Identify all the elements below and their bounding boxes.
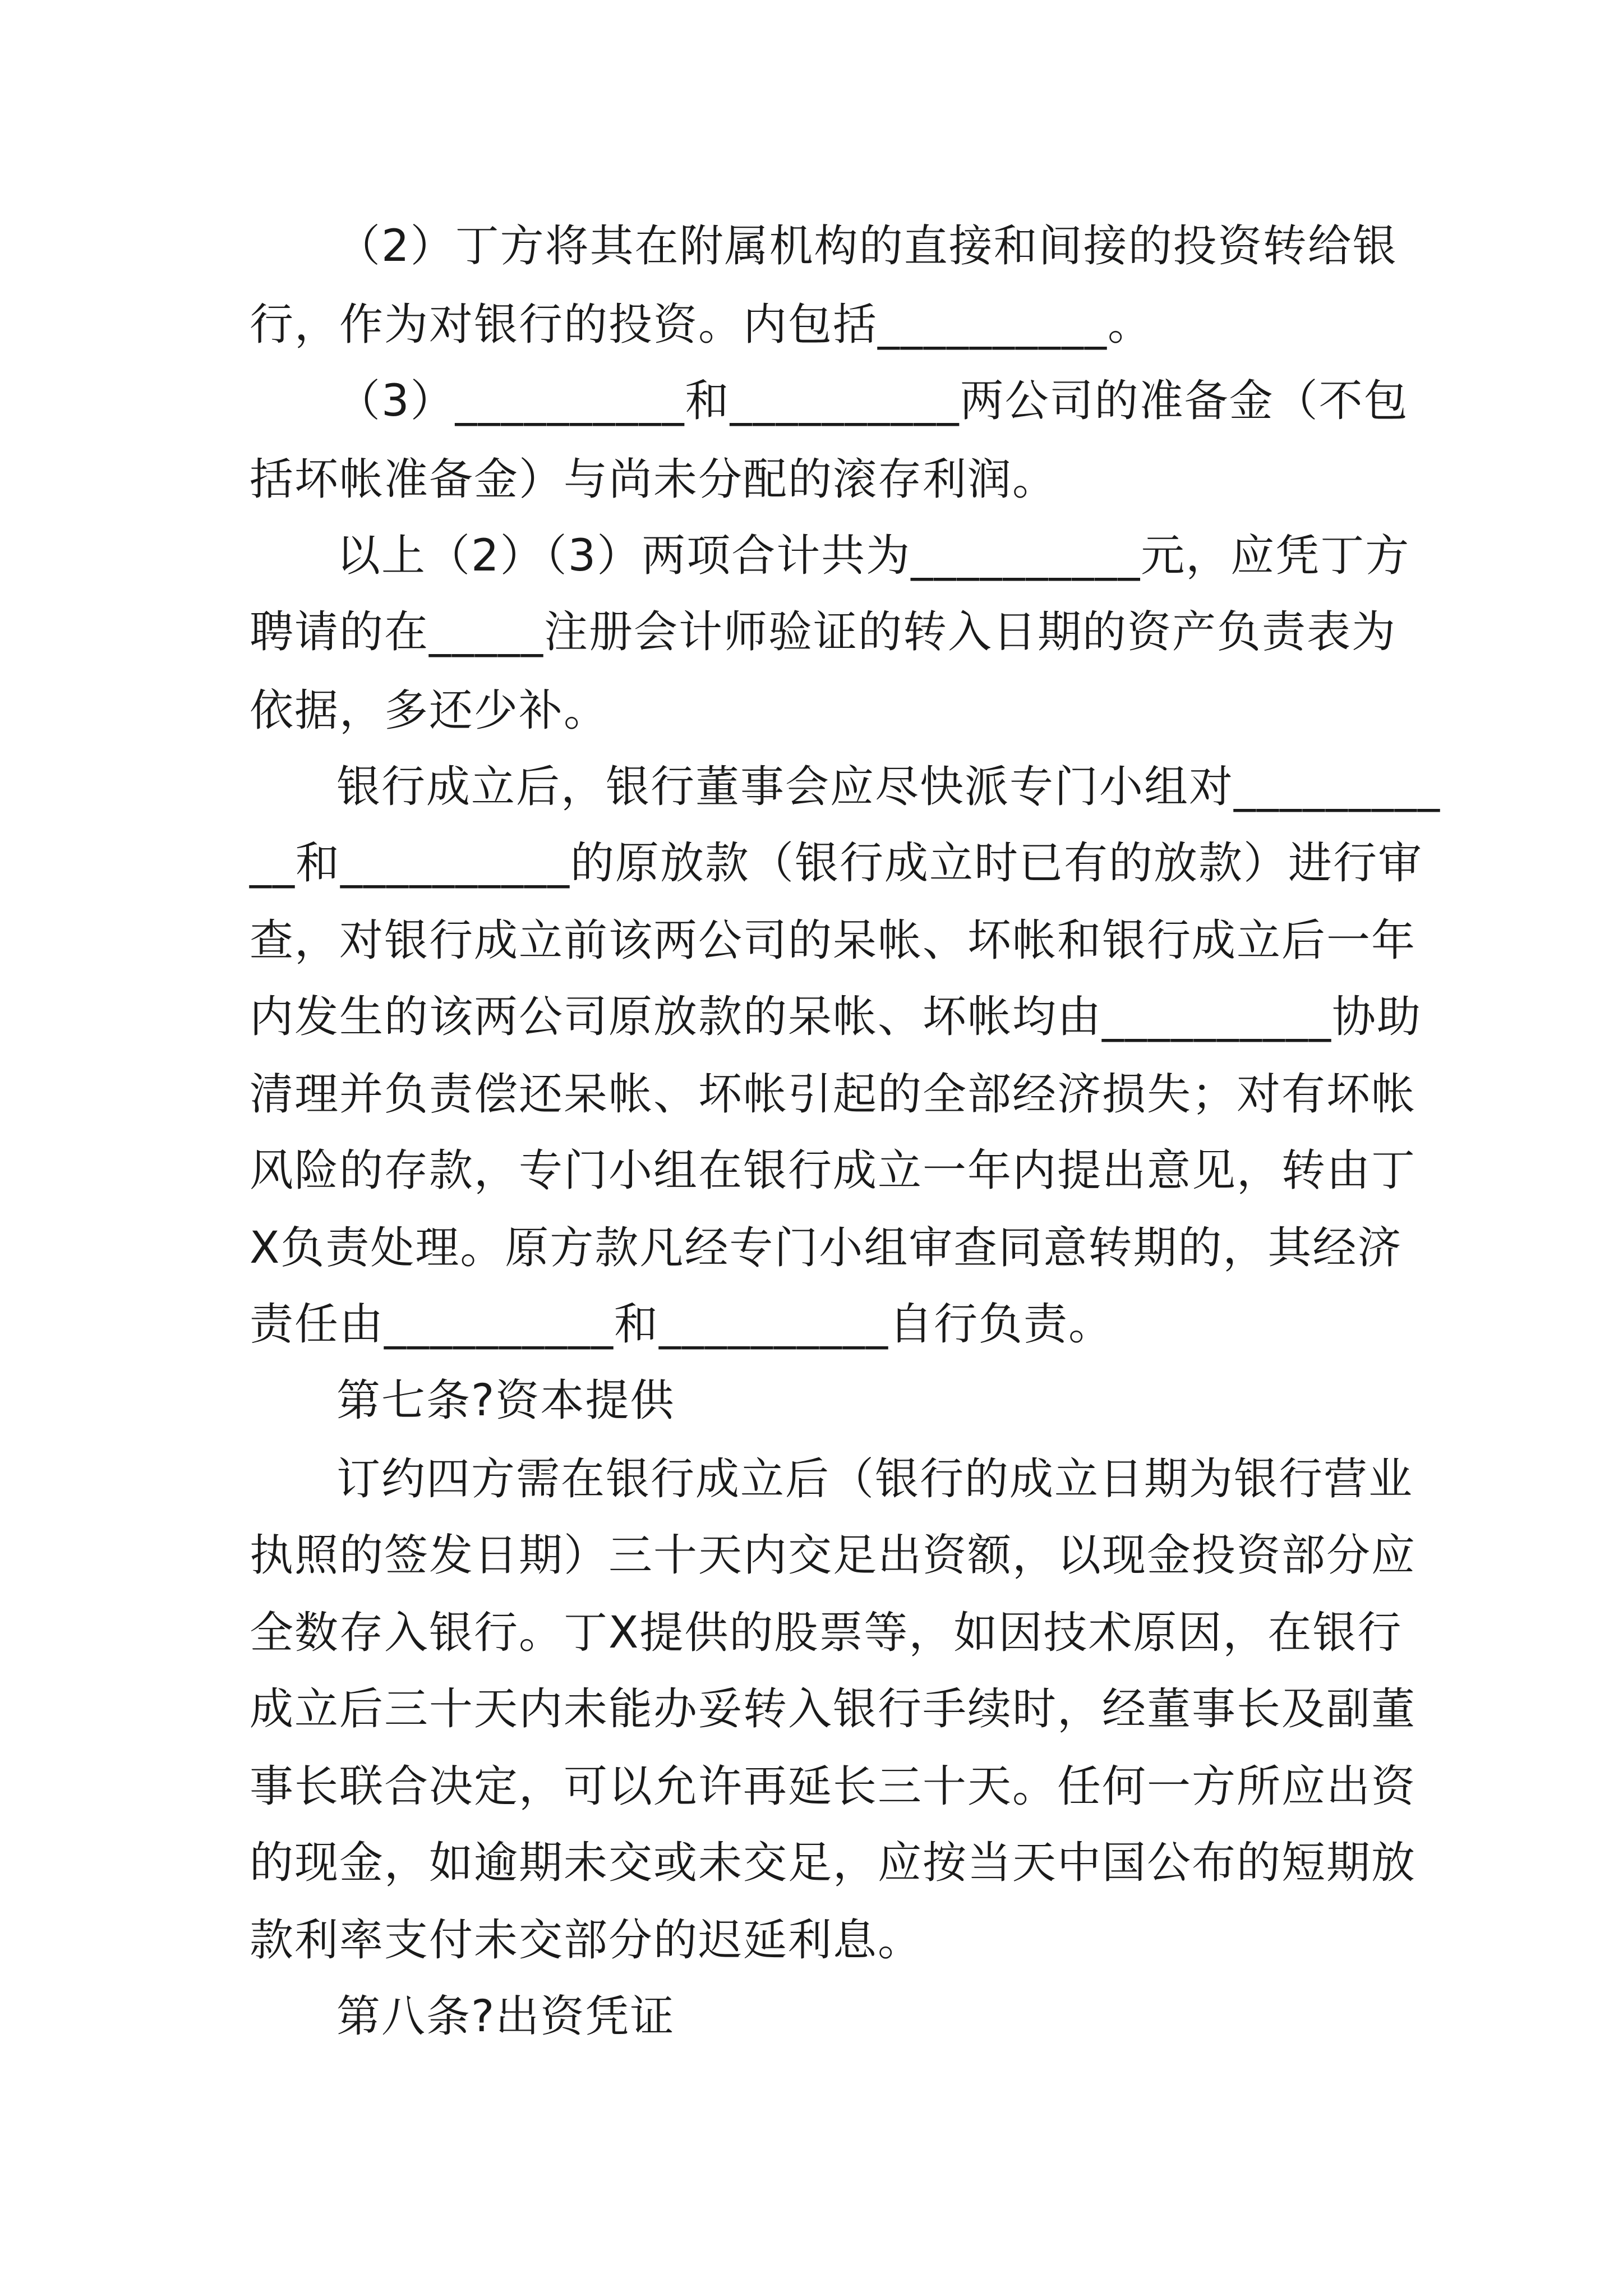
text-line: 风险的存款，专门小组在银行成立一年内提出意见，转由丁 (250, 1145, 1417, 1196)
text-line: （2）丁方将其在附属机构的直接和间接的投资转给银 (336, 221, 1398, 272)
article-heading: 第八条?出资凭证 (336, 1991, 675, 2042)
text-line: 执照的签发日期）三十天内交足出资额，以现金投资部分应 (250, 1530, 1417, 1581)
text-line: 事长联合决定，可以允许再延长三十天。任何一方所应出资 (250, 1761, 1417, 1812)
text-line: 成立后三十天内未能办妥转入银行手续时，经董事长及副董 (250, 1684, 1417, 1734)
text-line: 以上（2）（3）两项合计共为__________元，应凭丁方 (336, 531, 1410, 581)
article-heading: 第七条?资本提供 (336, 1375, 675, 1426)
text-line: X负责处理。原方款凡经专门小组审查同意转期的，其经济 (250, 1223, 1403, 1273)
text-line: 查，对银行成立前该两公司的呆帐、坏帐和银行成立后一年 (250, 915, 1417, 966)
text-line: 清理并负责偿还呆帐、坏帐引起的全部经济损失；对有坏帐 (250, 1069, 1417, 1120)
text-line: 全数存入银行。丁X提供的股票等，如因技术原因，在银行 (250, 1608, 1403, 1658)
text-line: 内发生的该两公司原放款的呆帐、坏帐均由__________协助 (250, 992, 1422, 1042)
text-line: 聘请的在_____注册会计师验证的转入日期的资产负责表为 (250, 607, 1397, 657)
text-line: 款利率支付未交部分的迟延利息。 (250, 1915, 923, 1966)
text-line: __和__________的原放款（银行成立时已有的放款）进行审 (250, 838, 1423, 889)
text-line: 的现金，如逾期未交或未交足，应按当天中国公布的短期放 (250, 1838, 1417, 1888)
text-line: 订约四方需在银行成立后（银行的成立日期为银行营业 (336, 1454, 1414, 1504)
text-line: 银行成立后，银行董事会应尽快派专门小组对_________ (336, 762, 1441, 812)
text-line: （3）__________和__________两公司的准备金（不包 (336, 376, 1409, 426)
text-line: 依据，多还少补。 (250, 685, 609, 736)
text-line: 括坏帐准备金）与尚未分配的滚存利润。 (250, 454, 1058, 505)
text-line: 行，作为对银行的投资。内包括__________。 (250, 300, 1153, 350)
text-line: 责任由__________和__________自行负责。 (250, 1299, 1114, 1350)
